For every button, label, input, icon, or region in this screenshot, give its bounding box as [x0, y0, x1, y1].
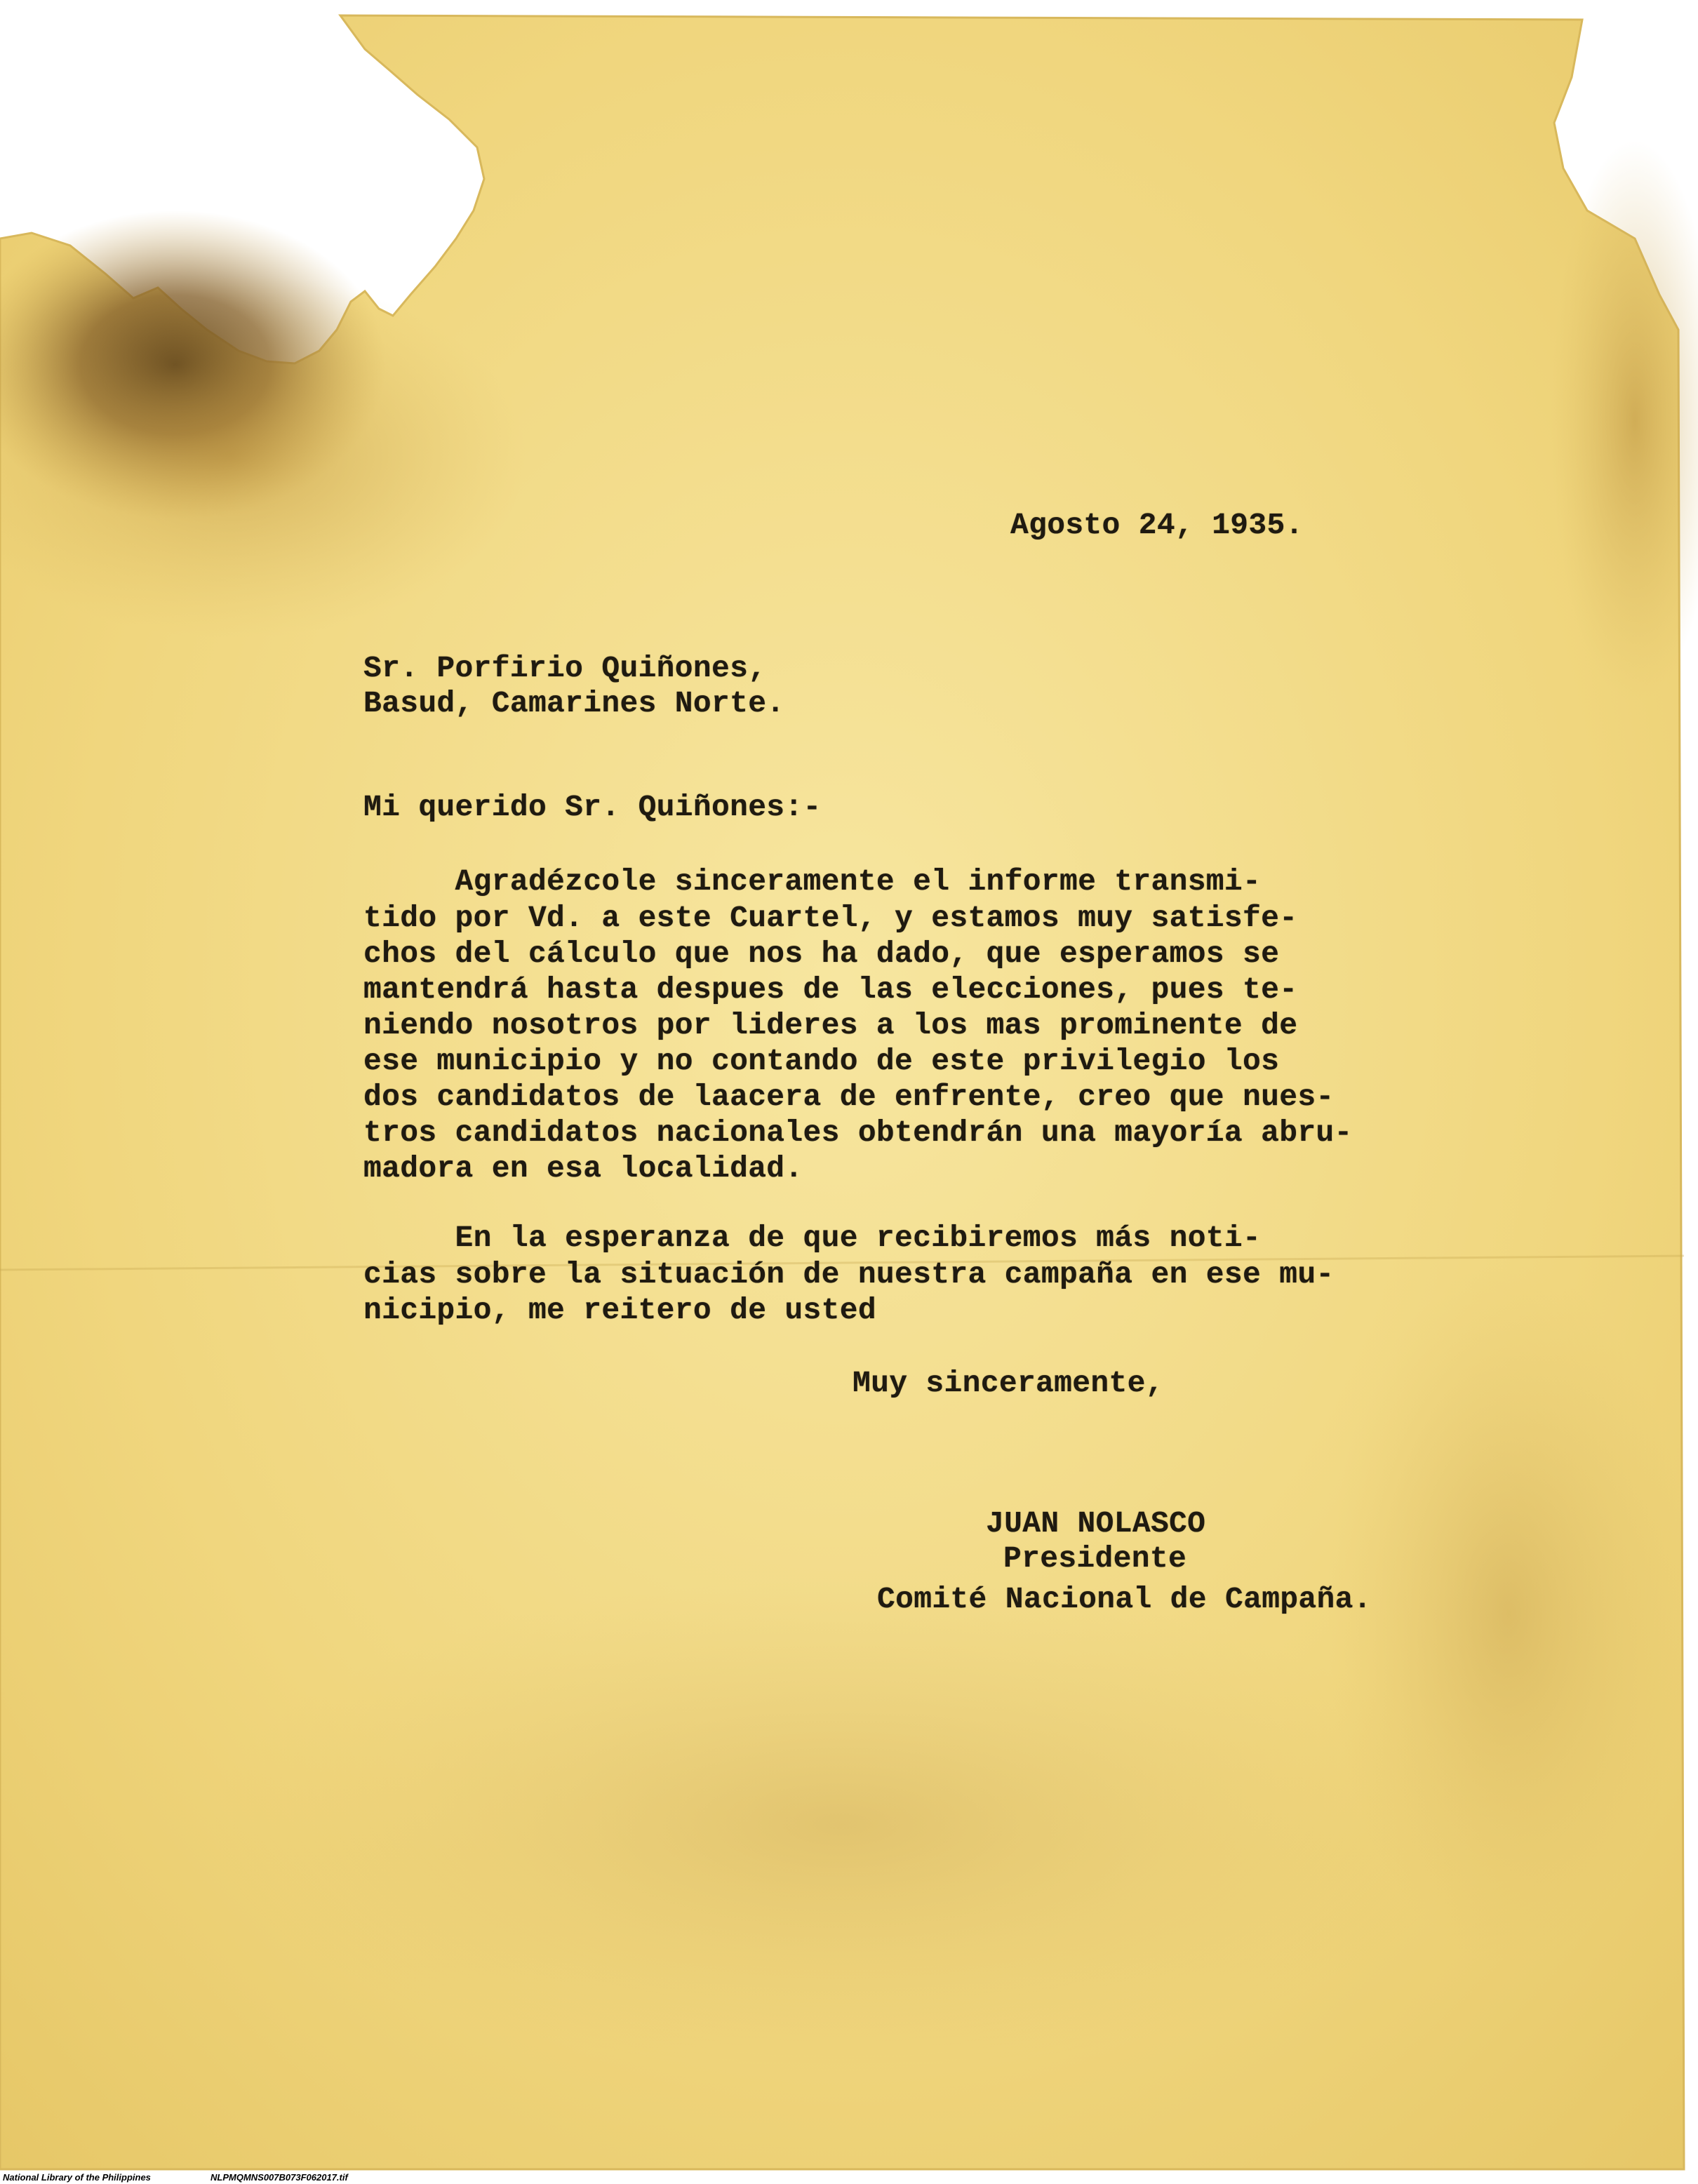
archive-institution: National Library of the Philippines — [3, 2172, 151, 2183]
paragraph-line: chos del cálculo que nos ha dado, que esperamos se — [363, 937, 1280, 971]
signatory-title: Presidente — [1003, 1541, 1187, 1576]
paragraph-line: Agradézcole sinceramente el informe transmi- — [363, 864, 1262, 899]
paragraph-line: cias sobre la situación de nuestra campaña en ese mu- — [363, 1257, 1335, 1292]
archive-filename: NLPMQMNS007B073F062017.tif — [210, 2172, 348, 2183]
letter-date: Agosto 24, 1935. — [1010, 508, 1304, 542]
archive-footer — [0, 2171, 1698, 2184]
stain-lower — [210, 1579, 1473, 2070]
signatory-name: JUAN NOLASCO — [986, 1506, 1206, 1541]
salutation: Mi querido Sr. Quiñones:- — [363, 790, 822, 824]
paragraph-line: nicipio, me reitero de usted — [363, 1293, 876, 1327]
paragraph-line: tido por Vd. a este Cuartel, y estamos muy satisfe- — [363, 901, 1298, 935]
recipient-name: Sr. Porfirio Quiñones, — [363, 651, 767, 685]
paragraph-line: dos candidatos de laacera de enfrente, creo que nues- — [363, 1080, 1335, 1114]
paragraph-line: ese municipio y no contando de este privilegio los — [363, 1044, 1280, 1078]
paragraph-line: niendo nosotros por lideres a los mas prominente de — [363, 1008, 1298, 1043]
paragraph-line: madora en esa localidad. — [363, 1151, 803, 1186]
paragraph-line: mantendrá hasta despues de las elecciones, pues te- — [363, 972, 1298, 1007]
stain-lower-right — [1326, 1263, 1691, 1964]
paragraph-line: tros candidatos nacionales obtendrán una mayoría abru- — [363, 1116, 1353, 1150]
signatory-organization: Comité Nacional de Campaña. — [877, 1582, 1372, 1616]
recipient-address: Basud, Camarines Norte. — [363, 686, 785, 721]
paragraph-line: En la esperanza de que recibiremos más noti- — [363, 1221, 1262, 1255]
closing: Muy sinceramente, — [853, 1366, 1164, 1400]
